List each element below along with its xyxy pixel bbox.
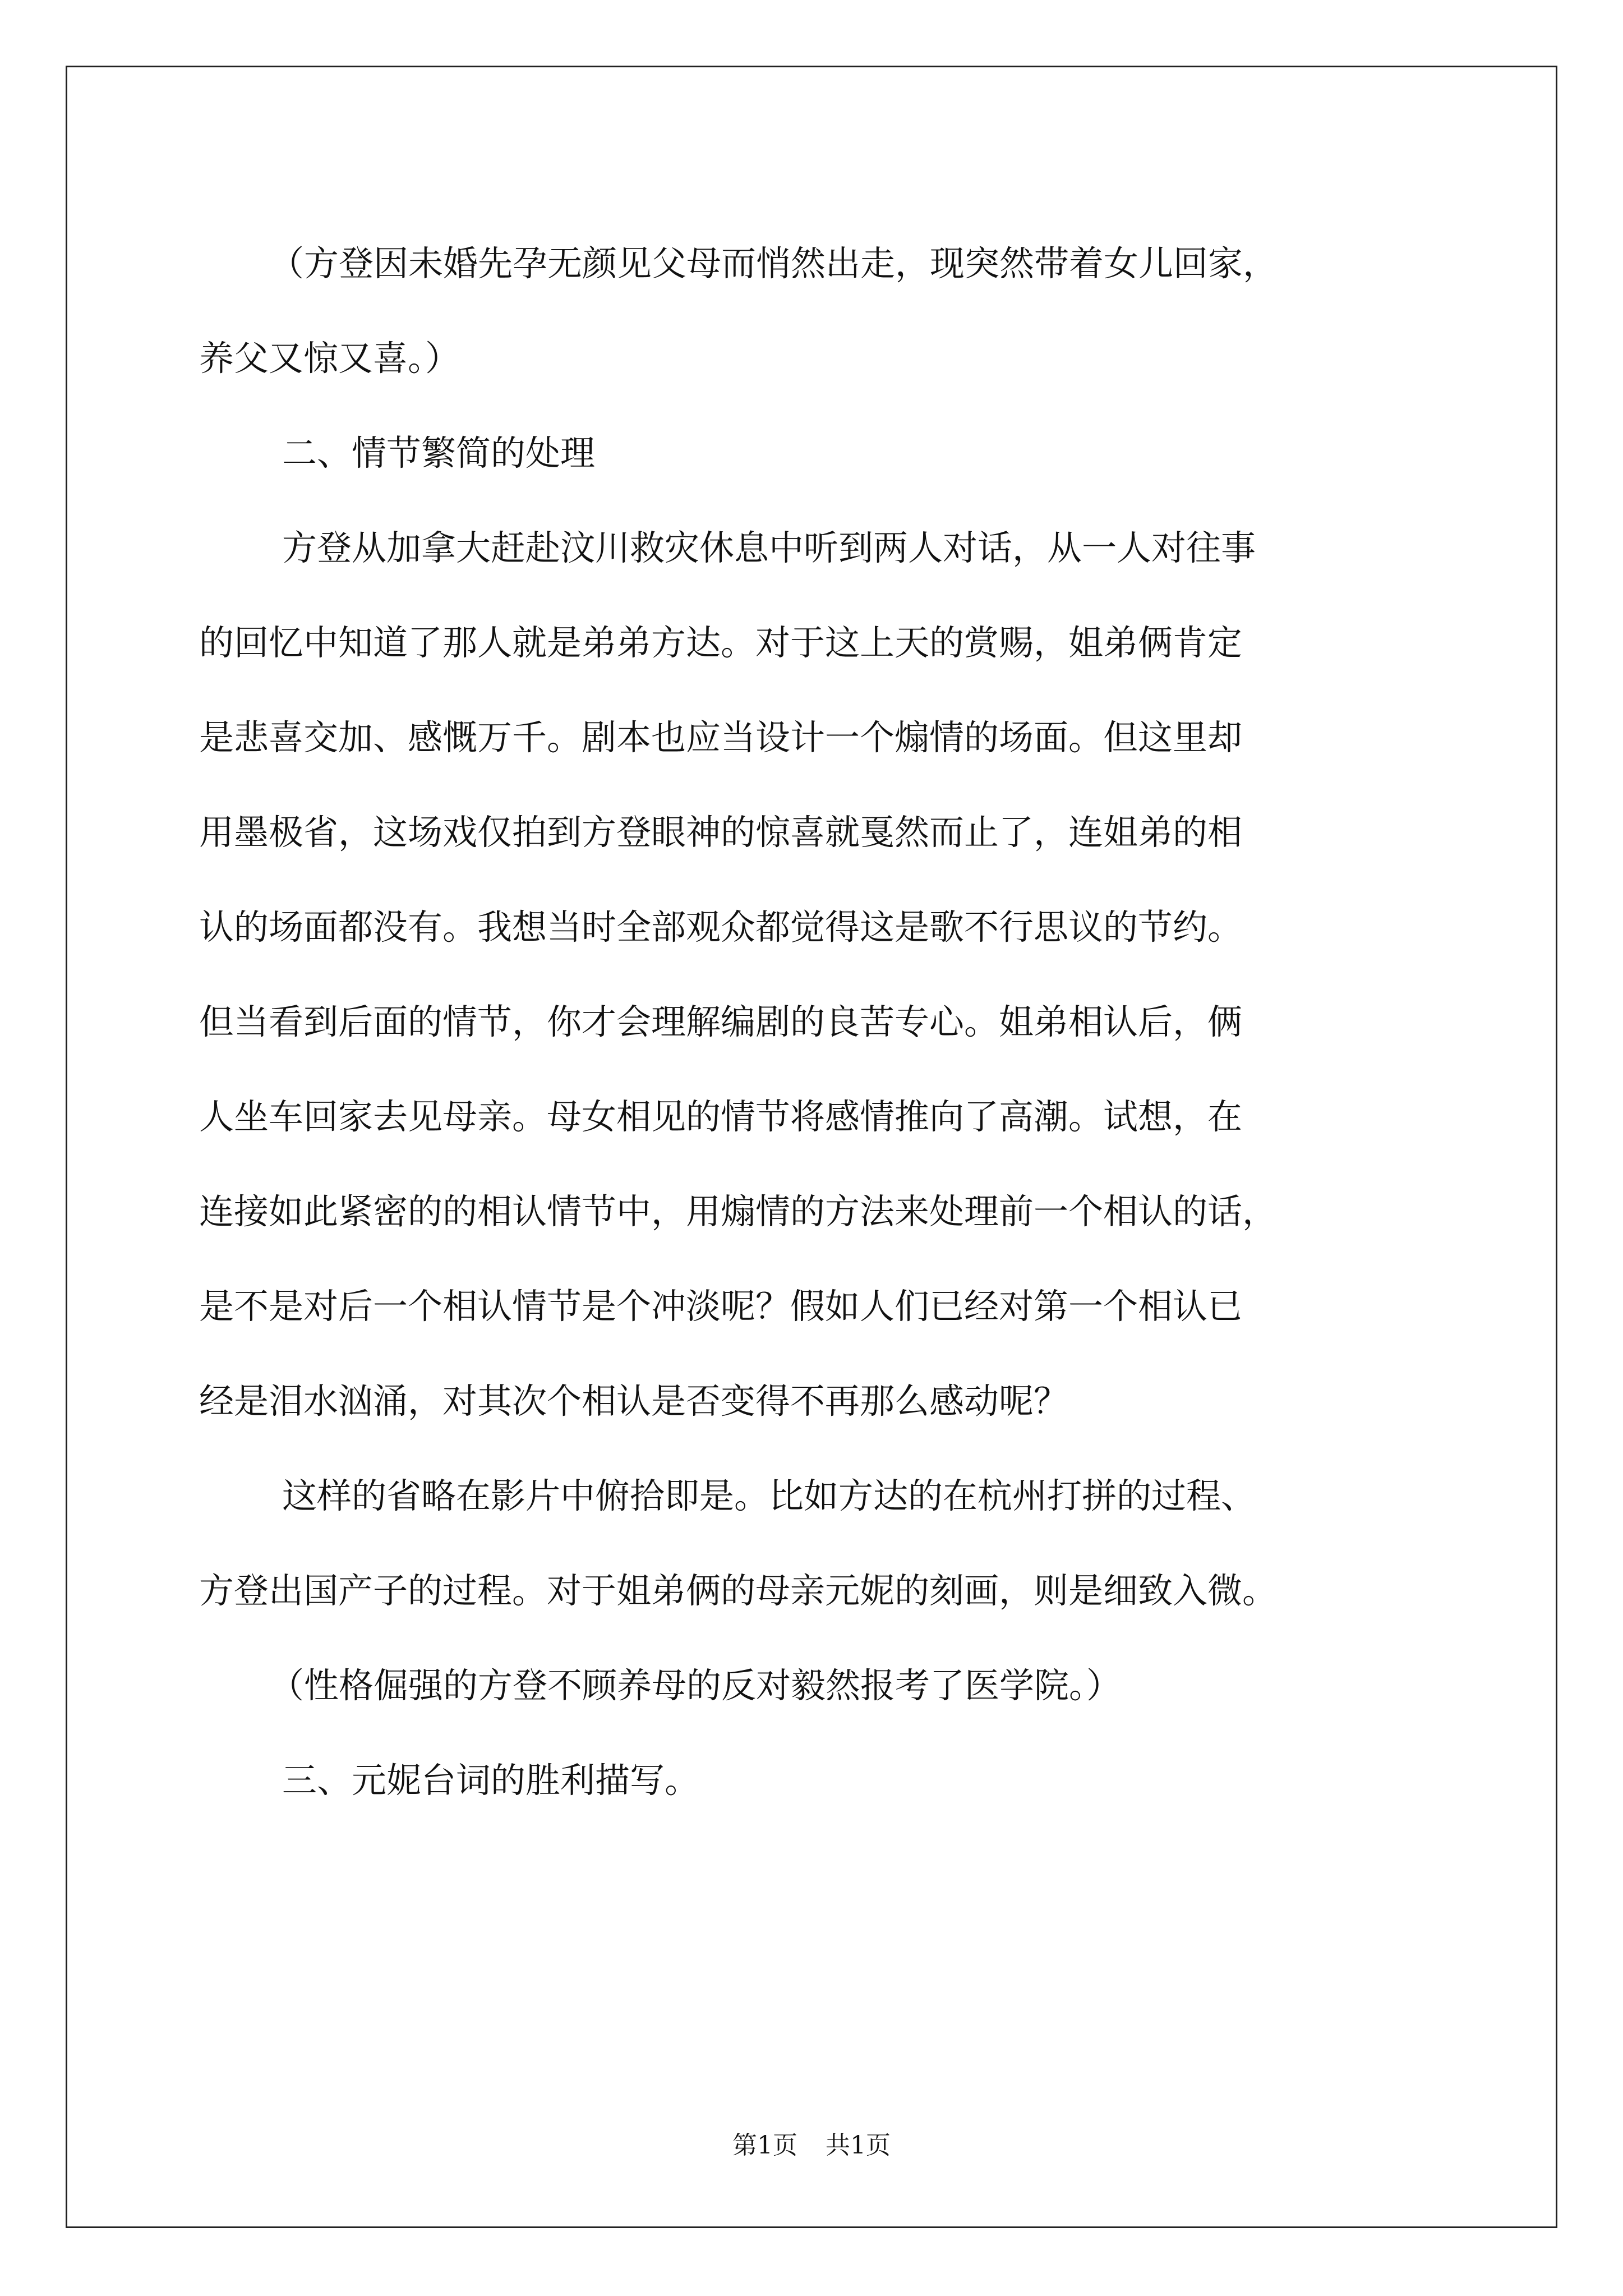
paragraph-line: 是悲喜交加、感慨万千。剧本也应当设计一个煽情的场面。但这里却: [199, 717, 1243, 758]
paragraph-line: 方登出国产子的过程。对于姐弟俩的母亲元妮的刻画，则是细致入微。: [199, 1570, 1278, 1611]
paragraph-line: （性格倔强的方登不顾养母的反对毅然报考了医学院。）: [269, 1665, 1122, 1706]
paragraph-line: 连接如此紧密的的相认情节中，用煽情的方法来处理前一个相认的话，: [199, 1191, 1278, 1232]
paragraph-line: 的回忆中知道了那人就是弟弟方达。对于这上天的赏赐，姐弟俩肯定: [199, 622, 1243, 663]
page-total: 共1页: [826, 2131, 891, 2160]
paragraph-line: 是不是对后一个相认情节是个冲淡呢？假如人们已经对第一个相认已: [199, 1286, 1243, 1327]
paragraph-line: 经是泪水汹涌，对其次个相认是否变得不再那么感动呢？: [199, 1381, 1069, 1421]
paragraph-line: 养父又惊又喜。）: [199, 338, 460, 379]
paragraph-line: 用墨极省，这场戏仅拍到方登眼神的惊喜就戛然而止了，连姐弟的相: [199, 812, 1243, 853]
page-number: 第1页: [732, 2131, 797, 2160]
document-body: [199, 216, 1444, 1828]
paragraph-line: 但当看到后面的情节，你才会理解编剧的良苦专心。姐弟相认后，俩: [199, 1001, 1243, 1042]
section-heading: 三、元妮台词的胜利描写。: [282, 1760, 700, 1801]
paragraph-line: （方登因未婚先孕无颜见父母而悄然出走，现突然带着女儿回家，: [269, 243, 1278, 284]
paragraph-line: 认的场面都没有。我想当时全部观众都觉得这是歌不行思议的节约。: [199, 907, 1243, 947]
paragraph-line: 人坐车回家去见母亲。母女相见的情节将感情推向了高潮。试想，在: [199, 1096, 1243, 1137]
page-footer: [0, 2129, 1623, 2162]
section-heading: 二、情节繁简的处理: [282, 432, 596, 473]
paragraph-line: 方登从加拿大赶赴汶川救灾休息中听到两人对话，从一人对往事: [282, 527, 1256, 568]
paragraph-line: 这样的省略在影片中俯拾即是。比如方达的在杭州打拼的过程、: [282, 1475, 1256, 1516]
